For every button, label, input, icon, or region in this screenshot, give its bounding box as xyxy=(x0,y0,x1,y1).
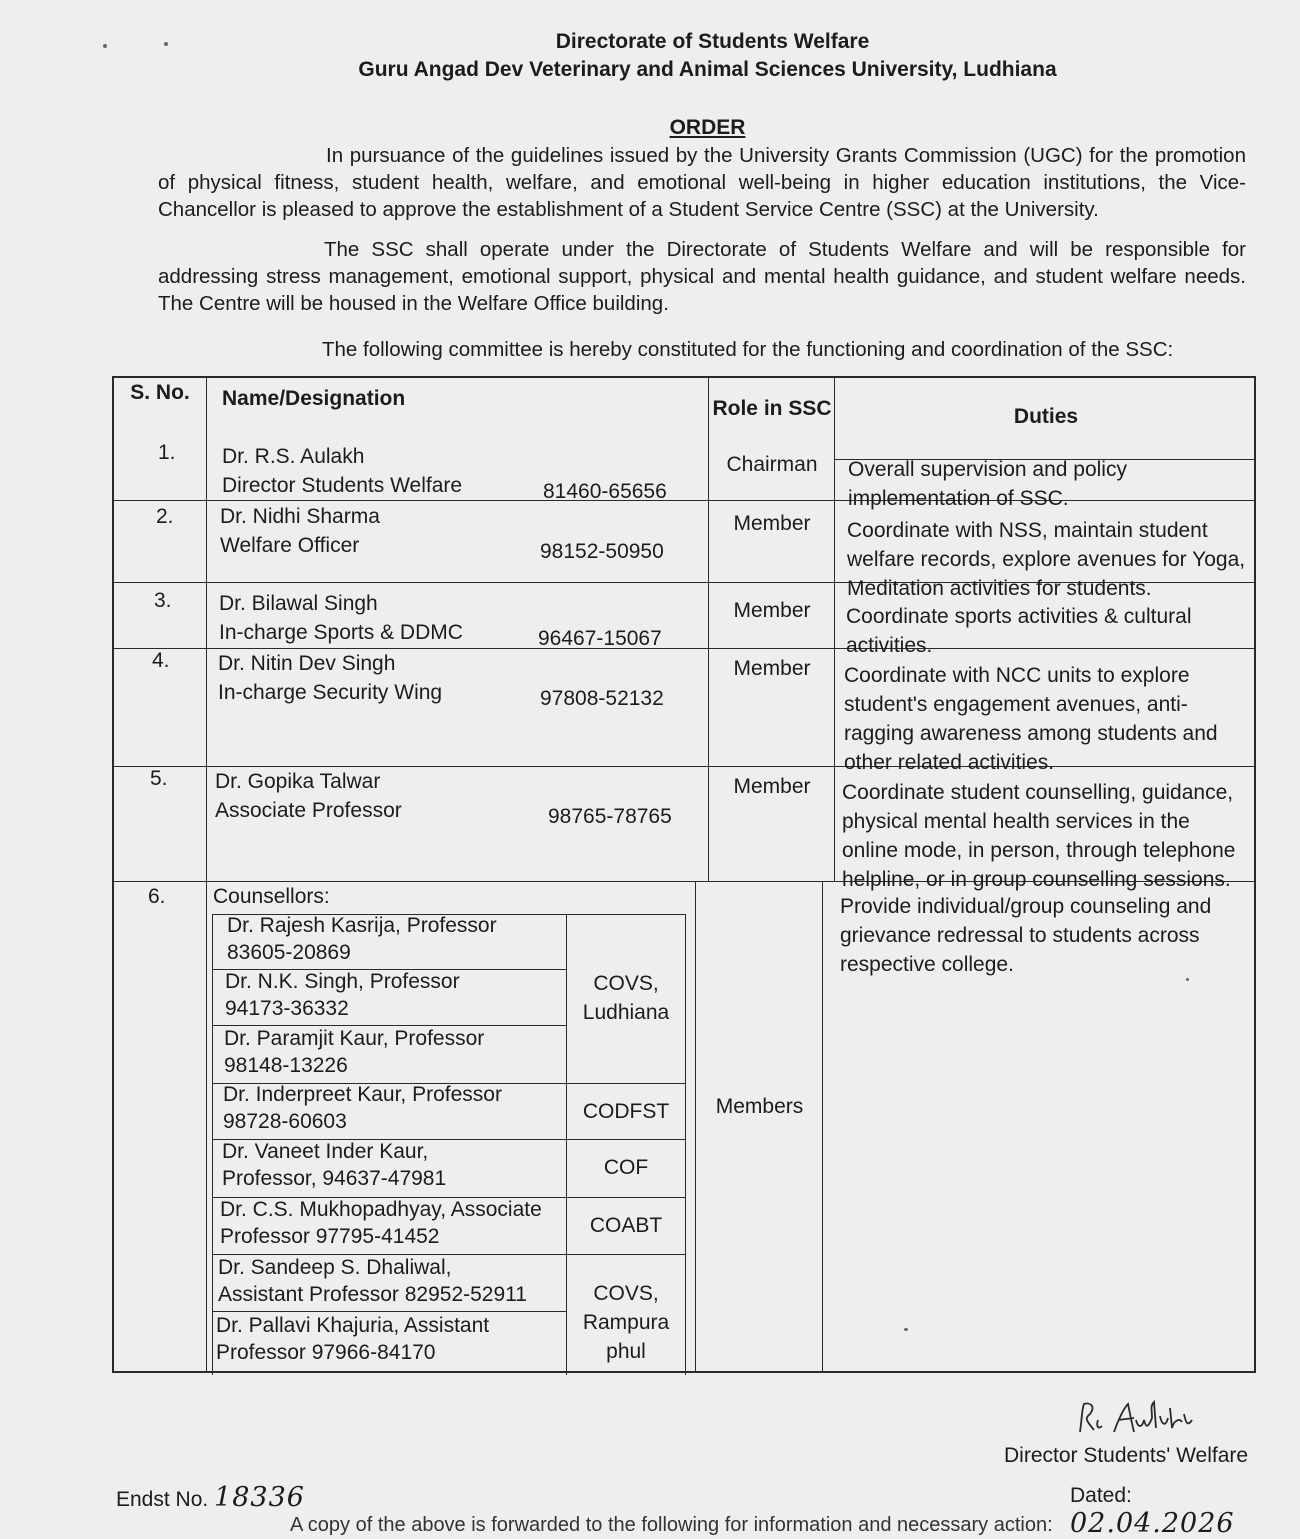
row6-sno: 6. xyxy=(148,885,166,908)
counsellor-name: Dr. Sandeep S. Dhaliwal, xyxy=(218,1256,452,1279)
column-divider xyxy=(695,881,696,1371)
row5-phone: 98765-78765 xyxy=(548,805,672,828)
counsellors-label: Counsellors: xyxy=(213,885,330,908)
counsellor-name: Dr. Paramjit Kaur, Professor xyxy=(224,1027,485,1050)
counsellors-subtable xyxy=(212,914,686,1375)
column-divider xyxy=(206,378,207,1371)
college-coabt: COABT xyxy=(589,1214,663,1237)
counsellor-detail: Professor 97966-84170 xyxy=(216,1341,436,1364)
row4-duties: Coordinate with NCC units to explore student's engagement avenues, anti-ragging awareness among students and other related activities. xyxy=(844,664,1218,774)
counsellor-name: Dr. Vaneet Inder Kaur, xyxy=(222,1140,429,1163)
row1-name: Dr. R.S. Aulakh xyxy=(222,445,365,468)
college-covs-rampura-phul: COVS, Rampura phul xyxy=(582,1282,670,1363)
speck xyxy=(904,1328,908,1331)
header-sno: S. No. xyxy=(130,381,190,404)
row2-name: Dr. Nidhi Sharma xyxy=(220,505,380,528)
paragraph-2: The SSC shall operate under the Directorate of Students Welfare and will be responsible for addressing stress management, emotional support, physical and mental health guidance, and student welfare needs. The Centre will be housed in the Welfare Office building. xyxy=(158,238,1246,315)
subtable-divider xyxy=(566,915,567,1375)
row2-role: Member xyxy=(733,512,811,535)
row5-sno: 5. xyxy=(150,767,168,790)
endst-label: Endst No. xyxy=(116,1488,209,1511)
row4-sno: 4. xyxy=(152,649,170,672)
signature xyxy=(1076,1398,1196,1438)
row3-duties: Coordinate sports activities & cultural activities. xyxy=(846,605,1192,657)
row5-role: Member xyxy=(733,775,811,798)
row1-sno: 1. xyxy=(158,441,176,464)
order-title: ORDER xyxy=(669,116,746,139)
counsellor-name: Dr. Rajesh Kasrija, Professor xyxy=(227,914,497,937)
row4-role: Member xyxy=(733,657,811,680)
row4-name: Dr. Nitin Dev Singh xyxy=(218,652,396,675)
row2-sno: 2. xyxy=(156,505,174,528)
counsellor-detail: Assistant Professor 82952-52911 xyxy=(218,1283,527,1306)
header-duties: Duties xyxy=(1013,405,1079,428)
counsellor-name: Dr. Inderpreet Kaur, Professor xyxy=(223,1083,502,1106)
endst-value: 18336 xyxy=(214,1482,305,1513)
counsellor-name: Dr. Pallavi Khajuria, Assistant xyxy=(216,1314,490,1337)
header-name: Name/Designation xyxy=(222,387,406,410)
dated xyxy=(1070,1484,1300,1539)
row1-role: Chairman xyxy=(726,453,818,476)
header-role: Role in SSC xyxy=(712,397,832,420)
college-codfst: CODFST xyxy=(582,1100,670,1123)
row1-phone: 81460-65656 xyxy=(543,480,667,503)
row5-duties: Coordinate student counselling, guidance, physical mental health services in the online mode, in person, through telephone helpline, or in group counselling sessions. xyxy=(842,781,1236,891)
row3-designation: In-charge Sports & DDMC xyxy=(219,621,463,644)
row6-role: Members xyxy=(715,1095,804,1118)
college-covs-ludhiana: COVS, Ludhiana xyxy=(582,972,670,1024)
counsellor-detail: Professor 97795-41452 xyxy=(220,1225,440,1248)
row1-duties: Overall supervision and policy implementation of SSC. xyxy=(848,458,1127,510)
signatory-title: Director Students' Welfare xyxy=(1004,1444,1249,1467)
directorate-heading: Directorate of Students Welfare xyxy=(555,30,870,53)
forwarding-note: A copy of the above is forwarded to the following for information and necessary action: xyxy=(290,1514,1053,1536)
counsellor-name: Dr. N.K. Singh, Professor xyxy=(225,970,460,993)
counsellor-detail: 98728-60603 xyxy=(223,1110,347,1133)
paragraph-3: The following committee is hereby constituted for the functioning and coordination of the SSC: xyxy=(322,338,1174,361)
committee-table xyxy=(112,376,1256,1373)
column-divider xyxy=(708,378,709,881)
dated-label: Dated: xyxy=(1070,1484,1132,1507)
row5-name: Dr. Gopika Talwar xyxy=(215,770,381,793)
row2-phone: 98152-50950 xyxy=(540,540,664,563)
dated-value: 02.04.2026 xyxy=(1070,1508,1235,1539)
column-divider xyxy=(822,881,823,1371)
row2-designation: Welfare Officer xyxy=(220,534,360,557)
paragraph-1: In pursuance of the guidelines issued by the University Grants Commission (UGC) for the promotion of physical fitness, student health, welfare, and emotional well-being in higher education institutions, the Vice-Chancellor is pleased to approve the establishment of a Student Service Centre (SSC) at the University. xyxy=(158,144,1246,221)
endst-number xyxy=(116,1482,305,1513)
university-heading: Guru Angad Dev Veterinary and Animal Sciences University, Ludhiana xyxy=(358,58,1057,81)
row1-designation: Director Students Welfare xyxy=(222,474,463,497)
row5-designation: Associate Professor xyxy=(215,799,402,822)
counsellor-detail: Professor, 94637-47981 xyxy=(222,1167,447,1190)
row3-name: Dr. Bilawal Singh xyxy=(219,592,378,615)
row3-sno: 3. xyxy=(154,589,172,612)
college-cof: COF xyxy=(603,1156,649,1179)
counsellor-detail: 83605-20869 xyxy=(227,941,351,964)
row3-role: Member xyxy=(733,599,811,622)
row2-duties: Coordinate with NSS, maintain student welfare records, explore avenues for Yoga, Meditation activities for students. xyxy=(847,519,1246,600)
counsellor-detail: 94173-36332 xyxy=(225,997,349,1020)
row3-phone: 96467-15067 xyxy=(538,627,662,650)
row6-duties: Provide individual/group counseling and grievance redressal to students across respective college. xyxy=(840,895,1212,976)
counsellor-detail: 98148-13226 xyxy=(224,1054,348,1077)
counsellor-name: Dr. C.S. Mukhopadhyay, Associate xyxy=(220,1198,542,1221)
row4-designation: In-charge Security Wing xyxy=(218,681,443,704)
column-divider xyxy=(834,378,835,881)
speck xyxy=(1186,978,1189,981)
row4-phone: 97808-52132 xyxy=(540,687,664,710)
